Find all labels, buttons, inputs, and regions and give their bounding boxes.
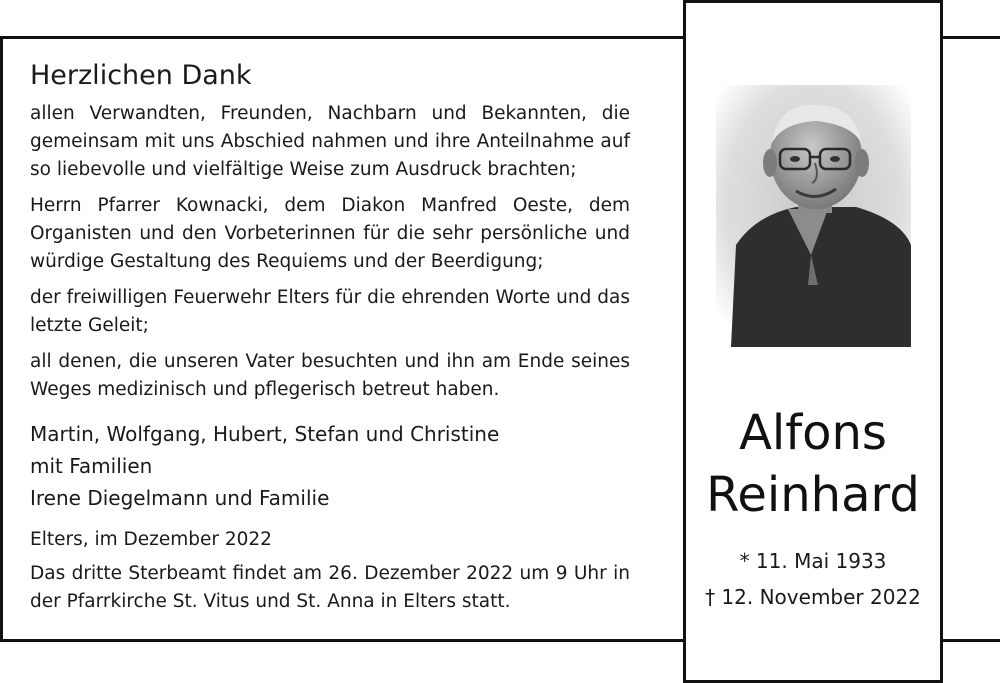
signer-line: mit Familien	[30, 454, 153, 478]
signers	[30, 418, 630, 514]
birth-date: * 11. Mai 1933	[739, 549, 887, 573]
signer-line: Irene Diegelmann und Familie	[30, 486, 330, 510]
frame-right-edge	[943, 36, 1000, 642]
thanks-paragraph: Herrn Pfarrer Kownacki, dem Diakon Manfred Oeste, dem Organisten und den Vorbeterinnen für die sehr persönliche und würdige Gestaltung des Requiems und der Beerdigung;	[30, 195, 630, 272]
thanks-paragraph: allen Verwandten, Freunden, Nachbarn und Bekannten, die gemeinsam mit uns Abschied nahmen und ihre Anteilnahme auf so liebevolle und vielfältige Weise zum Ausdruck brachten;	[30, 103, 630, 180]
place-date: Elters, im Dezember 2022	[30, 529, 272, 550]
portrait-illustration	[716, 85, 911, 347]
deceased-first-name: Alfons	[739, 405, 887, 461]
signer-line: Martin, Wolfgang, Hubert, Stefan und Christine	[30, 422, 500, 446]
thanks-paragraph: der freiwilligen Feuerwehr Elters für die ehrenden Worte und das letzte Geleit;	[30, 287, 630, 336]
portrait-panel	[683, 0, 943, 683]
deceased-last-name: Reinhard	[706, 467, 920, 523]
death-date: † 12. November 2022	[705, 585, 921, 609]
service-note: Das dritte Sterbeamt findet am 26. Dezember 2022 um 9 Uhr in der Pfarrkirche St. Vitus und St. Anna in Elters statt.	[30, 563, 630, 612]
thanks-paragraph: all denen, die unseren Vater besuchten und ihn am Ende seines Weges medizinisch und pflegerisch betreut haben.	[30, 351, 630, 400]
life-dates	[686, 543, 940, 615]
heading: Herzlichen Dank	[30, 60, 252, 91]
thanks-text-column	[30, 58, 630, 616]
portrait-photo	[716, 85, 911, 347]
